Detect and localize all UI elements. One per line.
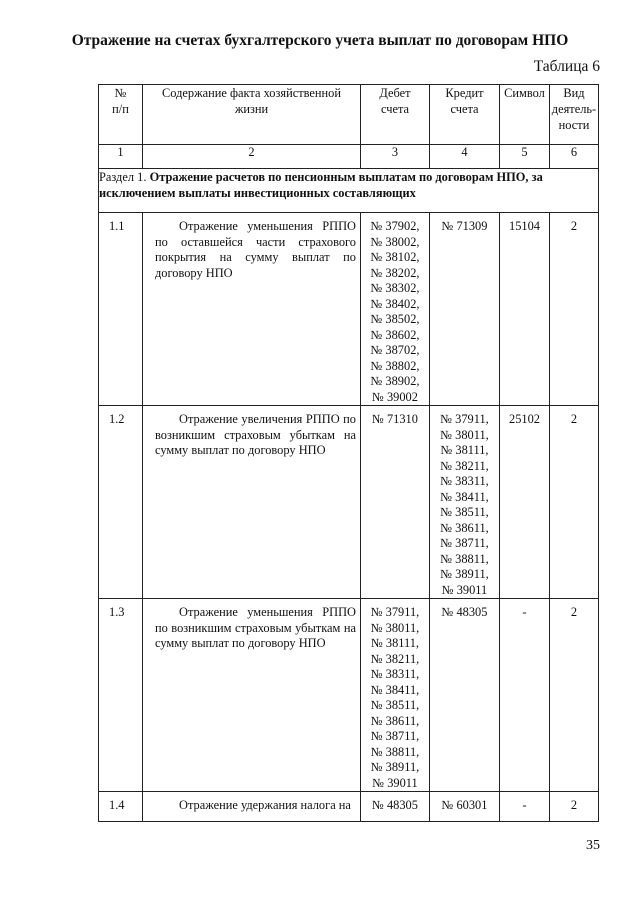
row-number: 1.4 <box>99 792 143 822</box>
column-number: 2 <box>143 145 361 169</box>
table-row <box>99 213 599 406</box>
row-symbol: - <box>500 792 550 822</box>
header-desc: Содержание факта хозяйственной жизни <box>143 85 361 145</box>
header-activity: Вид деятель- ности <box>550 85 599 145</box>
header-num: № п/п <box>99 85 143 145</box>
row-activity: 2 <box>550 599 599 792</box>
column-number: 3 <box>361 145 430 169</box>
credit-accounts: № 71309 <box>430 213 500 406</box>
debit-accounts: № 37911, № 38011, № 38111, № 38211, № 38311, № 38411, № 38511, № 38611, № 38711, № 38811, № 38911, № 39011 <box>361 599 430 792</box>
table-label: Таблица 6 <box>533 58 600 75</box>
section-heading <box>99 169 599 213</box>
row-symbol: 25102 <box>500 406 550 599</box>
table-row <box>99 406 599 599</box>
row-number: 1.1 <box>99 213 143 406</box>
row-number: 1.3 <box>99 599 143 792</box>
accounting-table <box>98 84 599 822</box>
row-description: Отражение удержания налога на <box>143 792 361 822</box>
header-debit: Дебет счета <box>361 85 430 145</box>
header-row <box>99 85 599 145</box>
row-activity: 2 <box>550 406 599 599</box>
row-description: Отражение увеличения РППО по возникшим страховым убыткам на сумму выплат по договору НПО <box>143 406 361 599</box>
debit-accounts: № 71310 <box>361 406 430 599</box>
credit-accounts: № 60301 <box>430 792 500 822</box>
table-row <box>99 792 599 822</box>
column-number: 1 <box>99 145 143 169</box>
table-row <box>99 599 599 792</box>
document-title: Отражение на счетах бухгалтерского учета выплат по договорам НПО <box>71 32 569 49</box>
section-prefix: Раздел 1. <box>99 170 147 184</box>
debit-accounts: № 48305 <box>361 792 430 822</box>
row-description: Отражение уменьшения РППО по возникшим страховым убыткам на сумму выплат по договору НПО <box>143 599 361 792</box>
row-activity: 2 <box>550 792 599 822</box>
row-description: Отражение уменьшения РППО по оставшейся части страхового покрытия на сумму выплат по договору НПО <box>143 213 361 406</box>
row-symbol: 15104 <box>500 213 550 406</box>
page-number: 35 <box>586 838 600 853</box>
credit-accounts: № 48305 <box>430 599 500 792</box>
column-number: 6 <box>550 145 599 169</box>
credit-accounts: № 37911, № 38011, № 38111, № 38211, № 38311, № 38411, № 38511, № 38611, № 38711, № 38811, № 38911, № 39011 <box>430 406 500 599</box>
row-symbol: - <box>500 599 550 792</box>
row-activity: 2 <box>550 213 599 406</box>
debit-accounts: № 37902, № 38002, № 38102, № 38202, № 38302, № 38402, № 38502, № 38602, № 38702, № 38802, № 38902, № 39002 <box>361 213 430 406</box>
header-credit: Кредит счета <box>430 85 500 145</box>
section-row <box>99 169 599 213</box>
column-number: 4 <box>430 145 500 169</box>
header-symbol: Символ <box>500 85 550 145</box>
row-number: 1.2 <box>99 406 143 599</box>
column-number-row <box>99 145 599 169</box>
column-number: 5 <box>500 145 550 169</box>
section-title: Отражение расчетов по пенсионным выплатам по договорам НПО, за исключением выплаты инвестиционных составляющих <box>99 170 543 200</box>
